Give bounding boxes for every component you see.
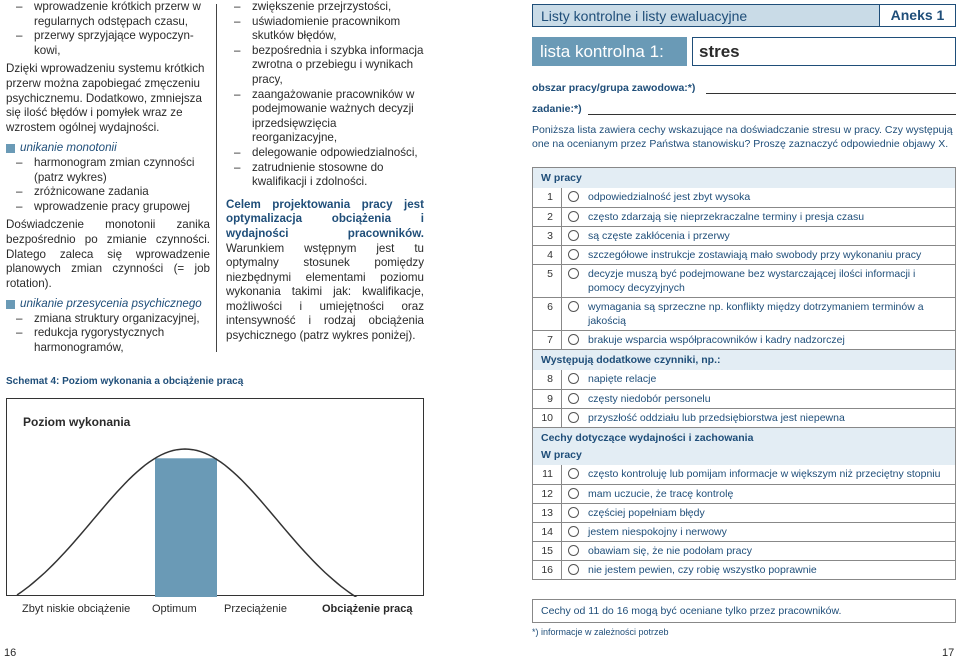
page-number-left: 16 xyxy=(4,647,17,659)
checklist-row xyxy=(533,465,955,484)
section-subheading: W pracy xyxy=(533,448,955,465)
checklist-row xyxy=(533,484,955,503)
right-header xyxy=(532,4,956,27)
figure-title: Poziom wykonania xyxy=(23,415,131,429)
item-number: 5 xyxy=(533,265,562,297)
item-number: 2 xyxy=(533,208,562,226)
checklist-group-1 xyxy=(533,188,955,349)
item-text: częsty niedobór personelu xyxy=(588,393,711,405)
x-label-overload: Przeciążenie xyxy=(224,603,287,615)
list-item: – zróżnicowane zadania xyxy=(6,185,210,200)
item-text: szczegółowe instrukcje zostawiają mało swobody przy wykonaniu pracy xyxy=(588,249,922,261)
item-number: 11 xyxy=(533,465,562,484)
item-number: 12 xyxy=(533,485,562,503)
item-number: 16 xyxy=(533,561,562,579)
checklist-row xyxy=(533,226,955,245)
heading-monotony: unikanie monotonii xyxy=(6,141,210,156)
checklist-row xyxy=(533,188,955,207)
checkbox-circle[interactable] xyxy=(568,268,579,279)
list-item: – redukcja rygorystycznych harmonogramów, xyxy=(6,326,210,355)
item-number: 9 xyxy=(533,390,562,408)
item-text: mam uczucie, że tracę kontrolę xyxy=(588,488,734,500)
checklist-topic: stres xyxy=(692,37,956,66)
checkbox-circle[interactable] xyxy=(568,211,579,222)
paragraph-monotony: Doświadczenie monotonii zanika bezpośrednio po zmianie czynności. Dlatego zaleca się wprowadzenie planowych zmian czynności (= job rotation). xyxy=(6,218,210,290)
annex-label: Aneks 1 xyxy=(879,5,955,26)
checkbox-circle[interactable] xyxy=(568,373,579,384)
checkbox-circle[interactable] xyxy=(568,526,579,537)
item-number: 3 xyxy=(533,227,562,245)
checklist-row xyxy=(533,207,955,226)
checkbox-circle[interactable] xyxy=(568,468,579,479)
item-number: 10 xyxy=(533,409,562,427)
item-text: często kontroluję lub pomijam informacje w większym niż przeciętny stopniu xyxy=(588,468,941,480)
checklist-row xyxy=(533,264,955,297)
note-box: Cechy od 11 do 16 mogą być oceniane tylko przez pracowników. xyxy=(532,599,956,623)
item-text: napięte relacje xyxy=(588,373,657,385)
section-heading: Cechy dotyczące wydajności i zachowania xyxy=(533,427,955,448)
checkbox-circle[interactable] xyxy=(568,191,579,202)
item-text: obawiam się, że nie podołam pracy xyxy=(588,545,753,557)
checkbox-circle[interactable] xyxy=(568,412,579,423)
item-number: 13 xyxy=(533,504,562,522)
paragraph-design-rest: Warunkiem wstępnym jest tu optymalny stosunek pomiędzy niezbędnymi elementami poziomu wykonania takimi jak: kwalifikacje, możliwości i umiejętności oraz intensywność i rodzaj obciążenia psychicznego (patrz wykres poniżej). xyxy=(226,241,424,343)
checklist-label: lista kontrolna 1: xyxy=(532,37,687,66)
checklist-row xyxy=(533,522,955,541)
x-axis-label: Obciążenie pracą xyxy=(322,603,413,615)
item-text: nie jestem pewien, czy robię wszystko poprawnie xyxy=(588,564,817,576)
checklist-row xyxy=(533,370,955,389)
checklist-row xyxy=(533,541,955,560)
checkbox-circle[interactable] xyxy=(568,334,579,345)
heading-overload: unikanie przesycenia psychicznego xyxy=(6,297,210,312)
figure-box xyxy=(6,398,424,596)
checkbox-circle[interactable] xyxy=(568,249,579,260)
checklist-row xyxy=(533,389,955,408)
item-number: 4 xyxy=(533,246,562,264)
paragraph-design xyxy=(226,198,424,344)
checklist-group-2 xyxy=(533,370,955,427)
field-task-line[interactable] xyxy=(588,114,956,115)
checklist-group-3 xyxy=(533,465,955,579)
paragraph-breaks: Dzięki wprowadzeniu systemu krótkich przerw można zapobiegać zmęczeniu psychicznemu. Dodatkowo, zmniejsza się ilość błędów i pomyłek wraz ze wzrostem ogólnej wydajności. xyxy=(6,62,205,134)
list-item: – zmiana struktury organizacyjnej, xyxy=(6,312,210,327)
item-text: przyszłość oddziału lub przedsiębiorstwa jest niepewna xyxy=(588,412,845,424)
checklist-table xyxy=(532,167,956,580)
item-number: 8 xyxy=(533,370,562,389)
header-title: Listy kontrolne i listy ewaluacyjne xyxy=(541,8,748,24)
paragraph-design-bold: Celem projektowania pracy jest optymalizacja obciążenia i wydajności pracowników. xyxy=(226,197,424,240)
checkbox-circle[interactable] xyxy=(568,564,579,575)
checkbox-circle[interactable] xyxy=(568,393,579,404)
figure-caption: Schemat 4: Poziom wykonania a obciążenie pracą xyxy=(6,376,244,387)
checkbox-circle[interactable] xyxy=(568,507,579,518)
left-column-2 xyxy=(226,0,424,344)
section-heading: W pracy xyxy=(533,168,955,188)
list-item: – bezpośrednia i szybka informacja zwrotna o przebiegu i wynikach pracy, xyxy=(226,44,424,88)
item-text: odpowiedzialność jest zbyt wysoka xyxy=(588,191,751,203)
list-item: – delegowanie odpowiedzialności, xyxy=(226,146,424,161)
checklist-row xyxy=(533,503,955,522)
left-column-1 xyxy=(6,0,210,356)
item-number: 6 xyxy=(533,298,562,330)
field-task-label: zadanie:*) xyxy=(532,103,582,115)
column-divider xyxy=(216,4,217,352)
item-number: 15 xyxy=(533,542,562,560)
item-number: 1 xyxy=(533,188,562,207)
checklist-row xyxy=(533,408,955,427)
x-label-underload: Zbyt niskie obciążenie xyxy=(22,603,131,615)
list-item: – wprowadzenie pracy grupowej xyxy=(6,200,210,215)
optimum-area xyxy=(155,458,217,597)
checklist-row xyxy=(533,560,955,579)
checklist-row xyxy=(533,245,955,264)
checkbox-circle[interactable] xyxy=(568,301,579,312)
list-item: – harmonogram zmian czynności (patrz wykres) xyxy=(6,156,210,185)
item-text: brakuje wsparcia współpracowników i kadry nadzorczej xyxy=(588,334,845,346)
field-area-line[interactable] xyxy=(706,93,956,94)
item-number: 7 xyxy=(533,331,562,349)
item-text: wymagania są sprzeczne np. konflikty między dotrzymaniem terminów a jakością xyxy=(588,301,924,327)
checkbox-circle[interactable] xyxy=(568,230,579,241)
checklist-row xyxy=(533,330,955,349)
list-item: – uświadomienie pracownikom skutków błędów, xyxy=(226,15,424,44)
item-text: często zdarzają się nieprzekraczalne terminy i presja czasu xyxy=(588,211,865,223)
list-item: – przerwy sprzyjające wypoczyn-kowi, xyxy=(6,29,210,58)
item-text: decyzje muszą być podejmowane bez wystarczającej ilości informacji i pomocy decyzyjnych xyxy=(588,268,916,294)
checkbox-circle[interactable] xyxy=(568,545,579,556)
checkbox-circle[interactable] xyxy=(568,488,579,499)
field-area-label: obszar pracy/grupa zawodowa:*) xyxy=(532,82,696,94)
item-text: częściej popełniam błędy xyxy=(588,507,705,519)
item-text: jestem niespokojny i nerwowy xyxy=(588,526,727,538)
footnote: *) informacje w zależności potrzeb xyxy=(532,627,669,637)
section-heading: Występują dodatkowe czynniki, np.: xyxy=(533,349,955,370)
checklist-row xyxy=(533,297,955,330)
item-text: są częste zakłócenia i przerwy xyxy=(588,230,730,242)
list-item: – zwiększenie przejrzystości, xyxy=(226,0,424,15)
item-number: 14 xyxy=(533,523,562,541)
checklist-intro: Poniższa lista zawiera cechy wskazujące na doświadczanie stresu w pracy. Czy występują one na ocenianym przez Państwa stanowisku? Proszę zaznaczyć odpowiednie objawy X. xyxy=(532,124,953,150)
x-label-optimum: Optimum xyxy=(152,603,197,615)
list-item: – zatrudnienie stosowne do kwalifikacji i zdolności. xyxy=(226,161,424,190)
page-number-right: 17 xyxy=(942,647,955,659)
list-item: – wprowadzenie krótkich przerw w regularnych odstępach czasu, xyxy=(6,0,210,29)
list-item: – zaangażowanie pracowników w podejmowanie ważnych decyzji iprzedsięwzięcia reorganizacyjne, xyxy=(226,88,424,146)
